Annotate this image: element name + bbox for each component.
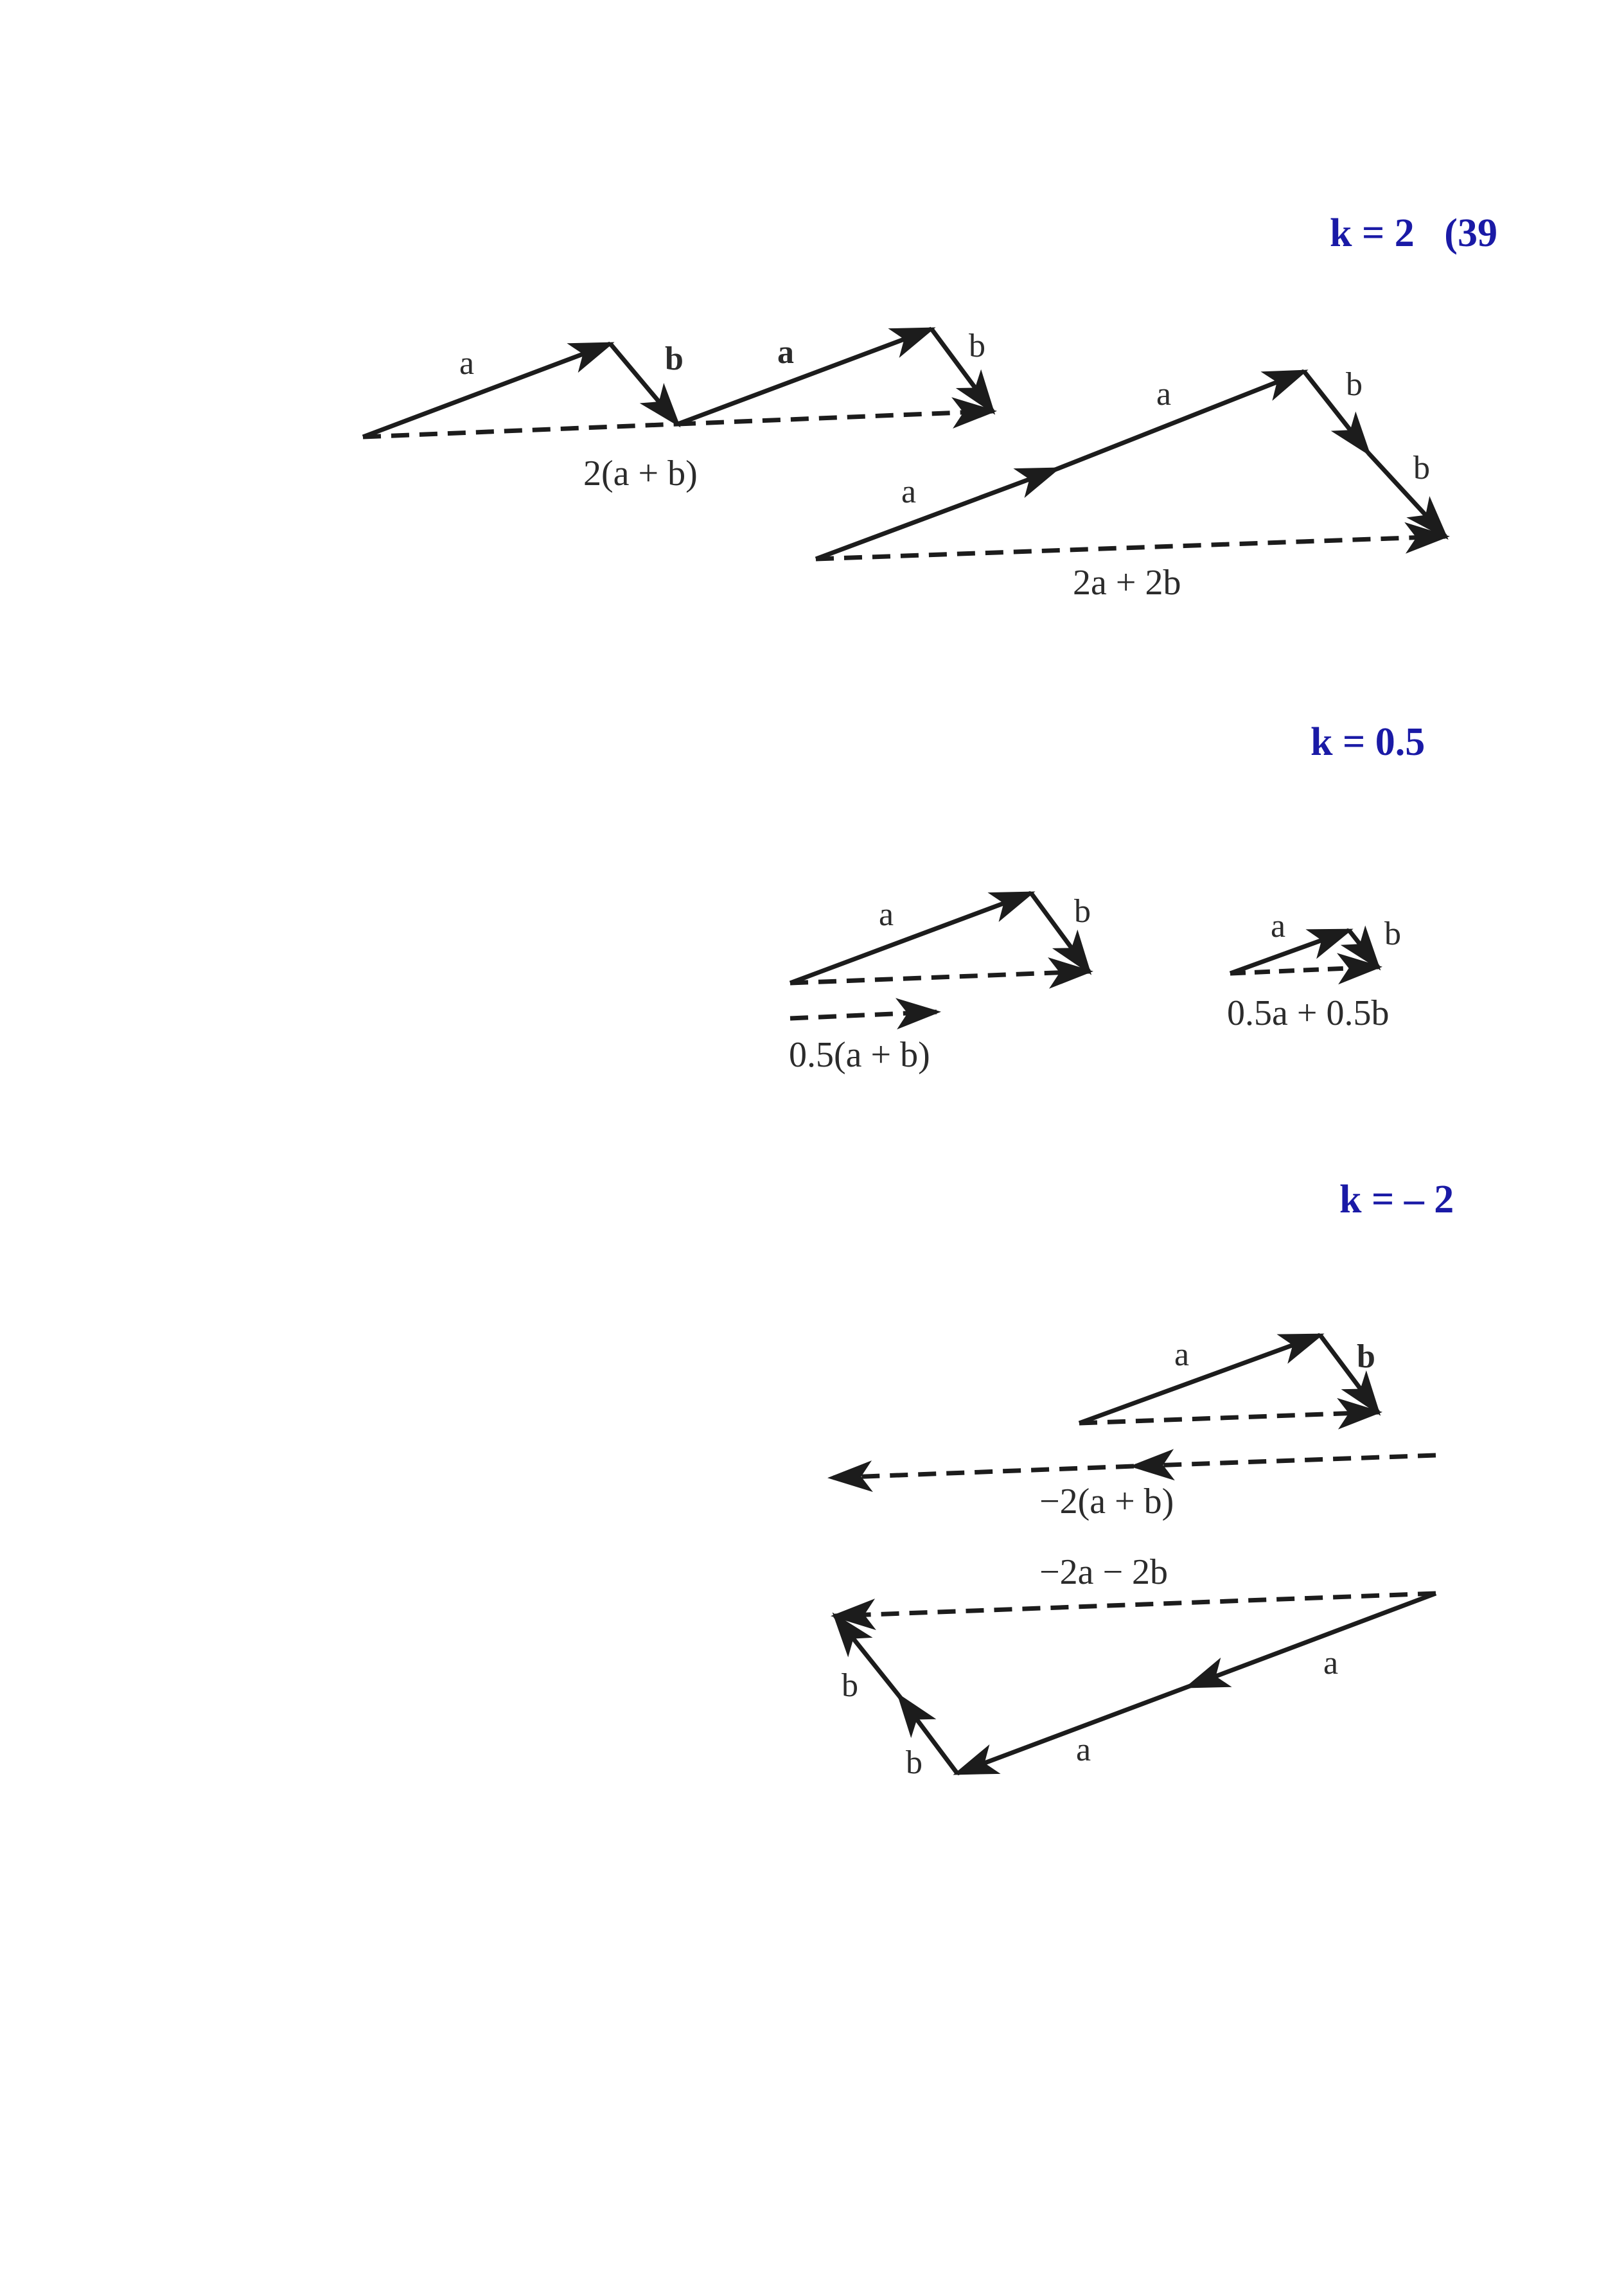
dashed-sum	[1079, 1412, 1378, 1423]
label-neg: −2(a + b)	[1039, 1482, 1174, 1521]
dashed-sum	[790, 971, 1089, 983]
figure-km2-bottom	[835, 1593, 1436, 1773]
heading-k-2: k = 2 (39	[1330, 211, 1497, 255]
label-sum: 2a + 2b	[1073, 563, 1181, 603]
dashed-sum	[835, 1593, 1436, 1616]
dashed-neg-sum	[832, 1466, 1134, 1478]
label-b: b	[1074, 893, 1091, 930]
vector-a	[1079, 1335, 1320, 1423]
vector-half-b	[1349, 930, 1378, 967]
vector-a	[816, 469, 1057, 559]
heading-k-0-5: k = 0.5	[1311, 720, 1425, 764]
vector-neg-a	[1188, 1593, 1436, 1687]
label-a: a	[1323, 1645, 1339, 1681]
label-b: b	[1384, 916, 1401, 952]
vector-a	[790, 893, 1031, 983]
label-sum: 0.5a + 0.5b	[1227, 993, 1390, 1033]
vector-a	[678, 329, 931, 424]
label-b: b	[665, 341, 684, 377]
label-scaled: 0.5(a + b)	[789, 1035, 930, 1075]
dashed-sum	[363, 424, 678, 437]
label-b: b	[842, 1667, 858, 1704]
label-b: b	[969, 328, 985, 364]
label-b: b	[1413, 450, 1430, 486]
label-a: a	[1271, 908, 1286, 944]
label-a: a	[1174, 1336, 1190, 1373]
label-b: b	[1346, 366, 1363, 403]
label-a: a	[1156, 376, 1172, 412]
heading-k-minus-2: k = – 2	[1339, 1178, 1454, 1221]
dashed-half-sum	[790, 1012, 937, 1018]
label-a: a	[879, 896, 894, 933]
vector-a	[1057, 371, 1304, 469]
vector-a	[363, 344, 610, 437]
label-b: b	[1357, 1338, 1375, 1375]
vector-neg-a	[957, 1687, 1188, 1773]
figure-k05-left	[790, 893, 1089, 1018]
dashed-sum	[678, 411, 993, 424]
vector-b	[1368, 453, 1445, 536]
label-sum: 2(a + b)	[583, 454, 698, 493]
figure-km2-top	[832, 1335, 1436, 1478]
dashed-sum	[1230, 967, 1378, 973]
label-a: a	[1076, 1732, 1091, 1768]
label-a: a	[777, 334, 794, 371]
figure-k05-right	[1230, 930, 1378, 973]
label-a: a	[901, 474, 917, 510]
dashed-neg-sum	[1134, 1455, 1436, 1466]
label-a: a	[459, 345, 475, 382]
label-b: b	[906, 1744, 922, 1781]
dashed-sum	[816, 536, 1445, 559]
label-sum: −2a − 2b	[1039, 1552, 1169, 1592]
